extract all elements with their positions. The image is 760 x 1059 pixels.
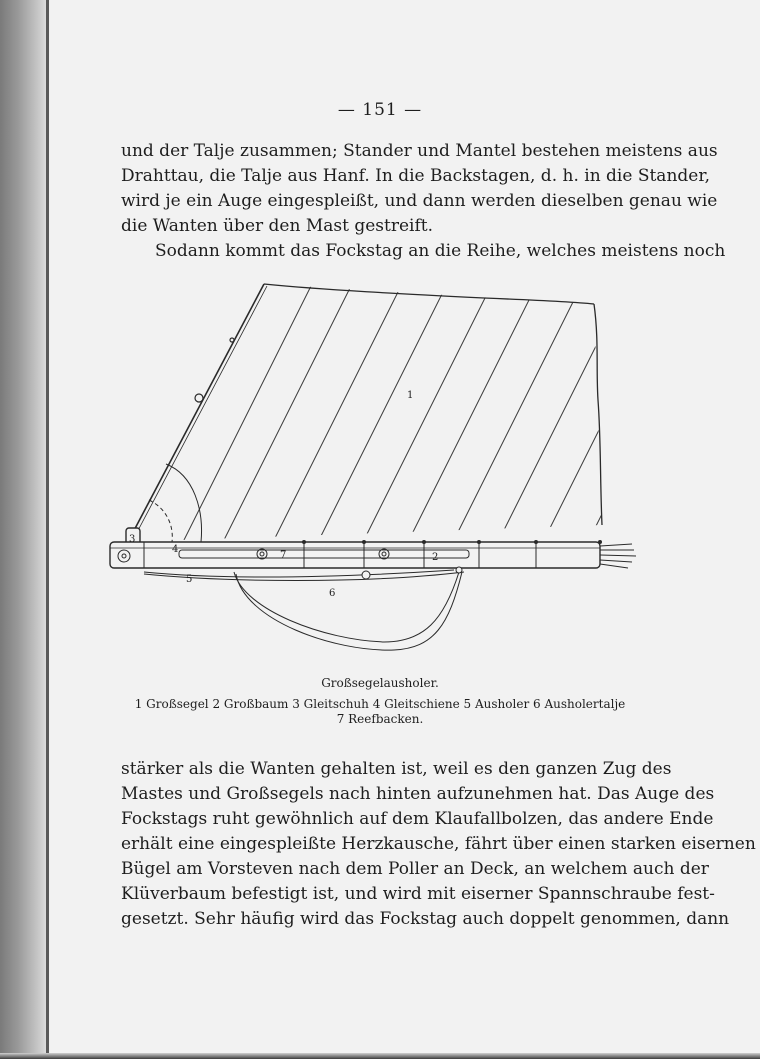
text-line: Mastes und Großsegels nach hinten aufzunehmen hat. Das Auge des <box>121 784 715 804</box>
label-6: 6 <box>329 588 336 599</box>
book-gutter-shadow <box>0 0 46 1059</box>
text-line: Drahttau, die Talje aus Hanf. In die Backstagen, d. h. in die Stander, <box>121 166 710 186</box>
text-line: Fockstags ruht gewöhnlich auf dem Klaufallbolzen, das andere Ende <box>121 809 714 829</box>
mainsail-outhaul-illustration <box>104 280 640 660</box>
figure-legend: 7 Reefbacken. <box>336 712 424 726</box>
label-3: 3 <box>129 534 136 545</box>
text-line: wird je ein Auge eingespleißt, und dann werden dieselben genau wie <box>121 191 718 211</box>
main-boom <box>110 542 600 568</box>
figure-legend: 1 Großsegel 2 Großbaum 3 Gleitschuh 4 Gleitschiene 5 Ausholer 6 Ausholertalje <box>134 697 626 711</box>
page-number: — 151 — <box>337 100 423 120</box>
figure-caption: Großsegelausholer. <box>321 676 439 690</box>
text-line: Sodann kommt das Fockstag an die Reihe, welches meistens noch <box>155 241 726 261</box>
luff-rings <box>195 338 234 402</box>
page-bottom-edge <box>0 1053 760 1059</box>
mast-arc <box>149 464 202 542</box>
text-line: stärker als die Wanten gehalten ist, weil es den ganzen Zug des <box>121 759 672 779</box>
label-4: 4 <box>172 544 179 555</box>
text-line: Klüverbaum befestigt ist, und wird mit eiserner Spannschraube fest- <box>121 884 715 904</box>
label-1: 1 <box>407 390 414 401</box>
boom-end-brush <box>600 544 636 568</box>
sail-outline <box>130 284 602 538</box>
label-2: 2 <box>432 552 439 563</box>
text-line: und der Talje zusammen; Stander und Mantel bestehen meistens aus <box>121 141 718 161</box>
text-line: die Wanten über den Mast gestreift. <box>121 216 433 236</box>
text-line: gesetzt. Sehr häufig wird das Fockstag auch doppelt genommen, dann <box>121 909 730 929</box>
text-line: erhält eine eingespleißte Herzkausche, fährt über einen starken eisernen <box>121 834 756 854</box>
text-line: Bügel am Vorsteven nach dem Poller an Deck, an welchem auch der <box>121 859 709 879</box>
label-7: 7 <box>280 550 287 561</box>
sail-hatching <box>164 280 640 580</box>
label-5: 5 <box>186 574 193 585</box>
